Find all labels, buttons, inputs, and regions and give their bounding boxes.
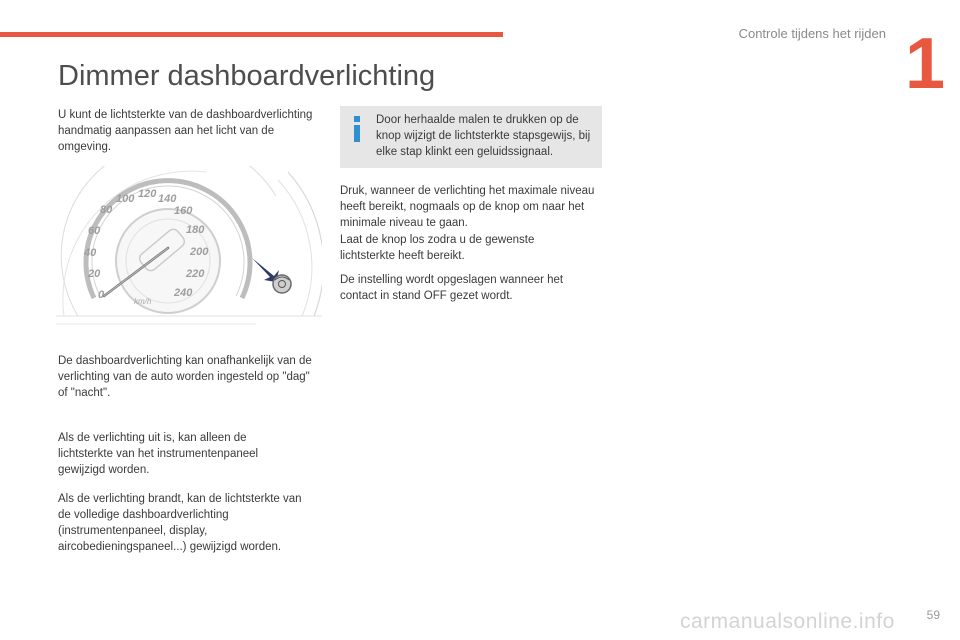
speed-label-40: 40 xyxy=(84,247,97,259)
speed-label-0: 0 xyxy=(98,289,105,301)
info-box xyxy=(340,106,602,168)
speed-label-180: 180 xyxy=(186,224,205,236)
section-title: Controle tijdens het rijden xyxy=(738,26,886,41)
info-icon xyxy=(352,116,362,142)
press-paragraph: Druk, wanneer de verlichting het maximale niveau heeft bereikt, nogmaals op de knop om naar het minimale niveau te gaan. xyxy=(340,185,595,229)
page-number: 59 xyxy=(926,608,940,622)
lights-on-paragraph: Als de verlichting brandt, kan de lichtsterkte van de volledige dashboardverlichting (instrumentenpaneel, display, aircobedieningspaneel...) gewijzigd worden. xyxy=(58,493,302,553)
intro-paragraph: U kunt de lichtsterkte van de dashboardverlichting handmatig aanpassen aan het licht van de omgeving. xyxy=(58,109,313,153)
speed-unit: km/h xyxy=(134,297,152,306)
speed-label-240: 240 xyxy=(174,287,193,299)
speed-label-140: 140 xyxy=(158,193,177,205)
speed-label-120: 120 xyxy=(138,188,157,200)
info-text: Door herhaalde malen te drukken op de knop wijzigt de lichtsterkte stapsgewijs, bij elke stap klinkt een geluidssignaal. xyxy=(376,114,591,158)
lights-off-paragraph: Als de verlichting uit is, kan alleen de lichtsterkte van het instrumentenpaneel gewijzigd worden. xyxy=(58,432,259,476)
dimmer-button xyxy=(273,275,291,293)
header-accent-bar xyxy=(0,32,503,37)
day-night-paragraph: De dashboardverlichting kan onafhankelijk van de verlichting van de auto worden ingesteld op "dag" of "nacht". xyxy=(58,355,312,399)
speed-label-60: 60 xyxy=(88,225,101,237)
speed-label-160: 160 xyxy=(174,205,193,217)
watermark: carmanualsonline.info xyxy=(680,610,895,633)
instrument-cluster-illustration xyxy=(56,166,322,328)
speed-label-100: 100 xyxy=(116,193,135,205)
speed-label-220: 220 xyxy=(186,268,205,280)
saved-paragraph: De instelling wordt opgeslagen wanneer het contact in stand OFF gezet wordt. xyxy=(340,274,564,302)
chapter-number: 1 xyxy=(905,24,946,104)
speed-label-200: 200 xyxy=(190,246,209,258)
speed-label-80: 80 xyxy=(100,204,113,216)
page-title: Dimmer dashboardverlichting xyxy=(58,60,436,92)
speed-label-20: 20 xyxy=(88,268,101,280)
release-paragraph: Laat de knop los zodra u de gewenste lichtsterkte heeft bereikt. xyxy=(340,234,535,262)
